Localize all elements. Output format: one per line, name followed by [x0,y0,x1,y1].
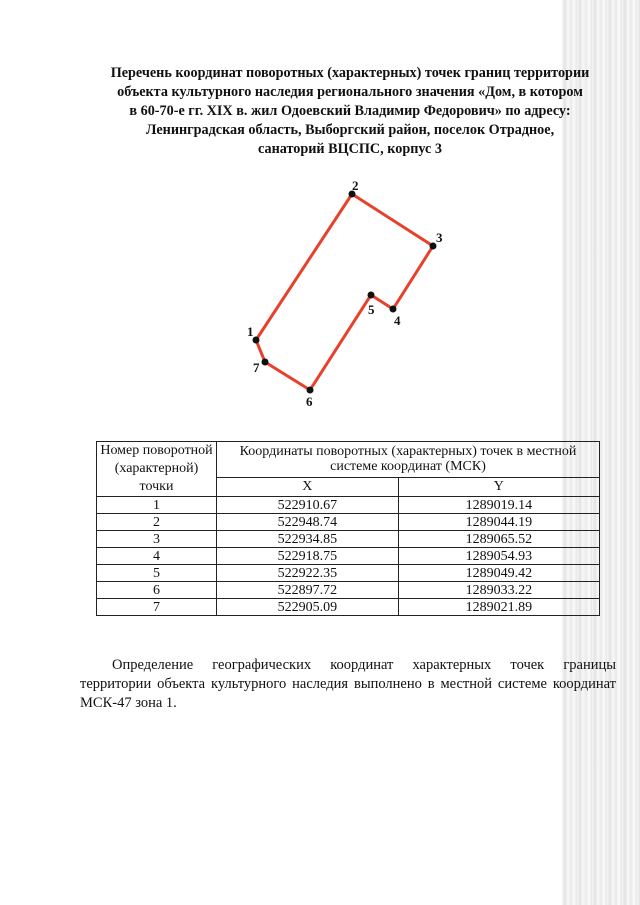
x-cell: 522934.85 [217,531,399,548]
table-row [97,599,600,616]
coordinates-table [96,441,600,616]
y-cell: 1289019.14 [398,497,599,514]
y-cell: 1289021.89 [398,599,599,616]
y-cell: 1289065.52 [398,531,599,548]
note-first-line: Определение географических координат характерных точек границы [112,657,616,673]
point-number-cell: 6 [97,582,217,599]
point-label-4: 4 [394,313,401,328]
point-number-cell: 4 [97,548,217,565]
table-row [97,497,600,514]
title-line: в 60-70-е гг. XIX в. жил Одоевский Владимир Федорович» по адресу: [129,103,571,119]
point-number-cell: 5 [97,565,217,582]
y-header: Y [398,477,599,496]
x-cell: 522948.74 [217,514,399,531]
point-label-1: 1 [247,324,254,339]
title-line: санаторий ВЦСПС, корпус 3 [258,141,442,157]
title-line: объекта культурного наследия регионального значения «Дом, в котором [117,84,583,100]
y-cell: 1289033.22 [398,582,599,599]
point-label-6: 6 [306,394,313,409]
title-line: Перечень координат поворотных (характерных) точек границ территории [110,65,590,81]
table-row [97,548,600,565]
table-row [97,582,600,599]
point-label-3: 3 [436,230,443,245]
note-rest: территории объекта культурного наследия выполнено в местной системе координат МСК-47 зона 1. [80,676,616,711]
boundary-point-1 [253,337,260,344]
point-label-7: 7 [253,360,260,375]
point-number-cell: 1 [97,497,217,514]
point-label-5: 5 [368,302,375,317]
territory-boundary [256,194,433,390]
point-number-header: Номер поворотной (характерной) точки [97,442,217,497]
point-number-cell: 3 [97,531,217,548]
x-cell: 522905.09 [217,599,399,616]
y-cell: 1289044.19 [398,514,599,531]
boundary-point-4 [390,306,397,313]
table-row [97,531,600,548]
point-label-2: 2 [352,178,359,193]
x-header: X [217,477,399,496]
table-row [97,565,600,582]
x-cell: 522897.72 [217,582,399,599]
boundary-point-6 [307,387,314,394]
boundary-point-5 [368,292,375,299]
boundary-point-7 [262,359,269,366]
table-row [97,514,600,531]
y-cell: 1289049.42 [398,565,599,582]
coordinates-group-header: Координаты поворотных (характерных) точек в местной системе координат (МСК) [217,442,600,478]
coordinate-system-note [80,656,616,713]
title-line: Ленинградская область, Выборгский район, поселок Отрадное, [145,122,555,138]
y-cell: 1289054.93 [398,548,599,565]
x-cell: 522922.35 [217,565,399,582]
point-number-cell: 7 [97,599,217,616]
x-cell: 522910.67 [217,497,399,514]
x-cell: 522918.75 [217,548,399,565]
point-number-cell: 2 [97,514,217,531]
